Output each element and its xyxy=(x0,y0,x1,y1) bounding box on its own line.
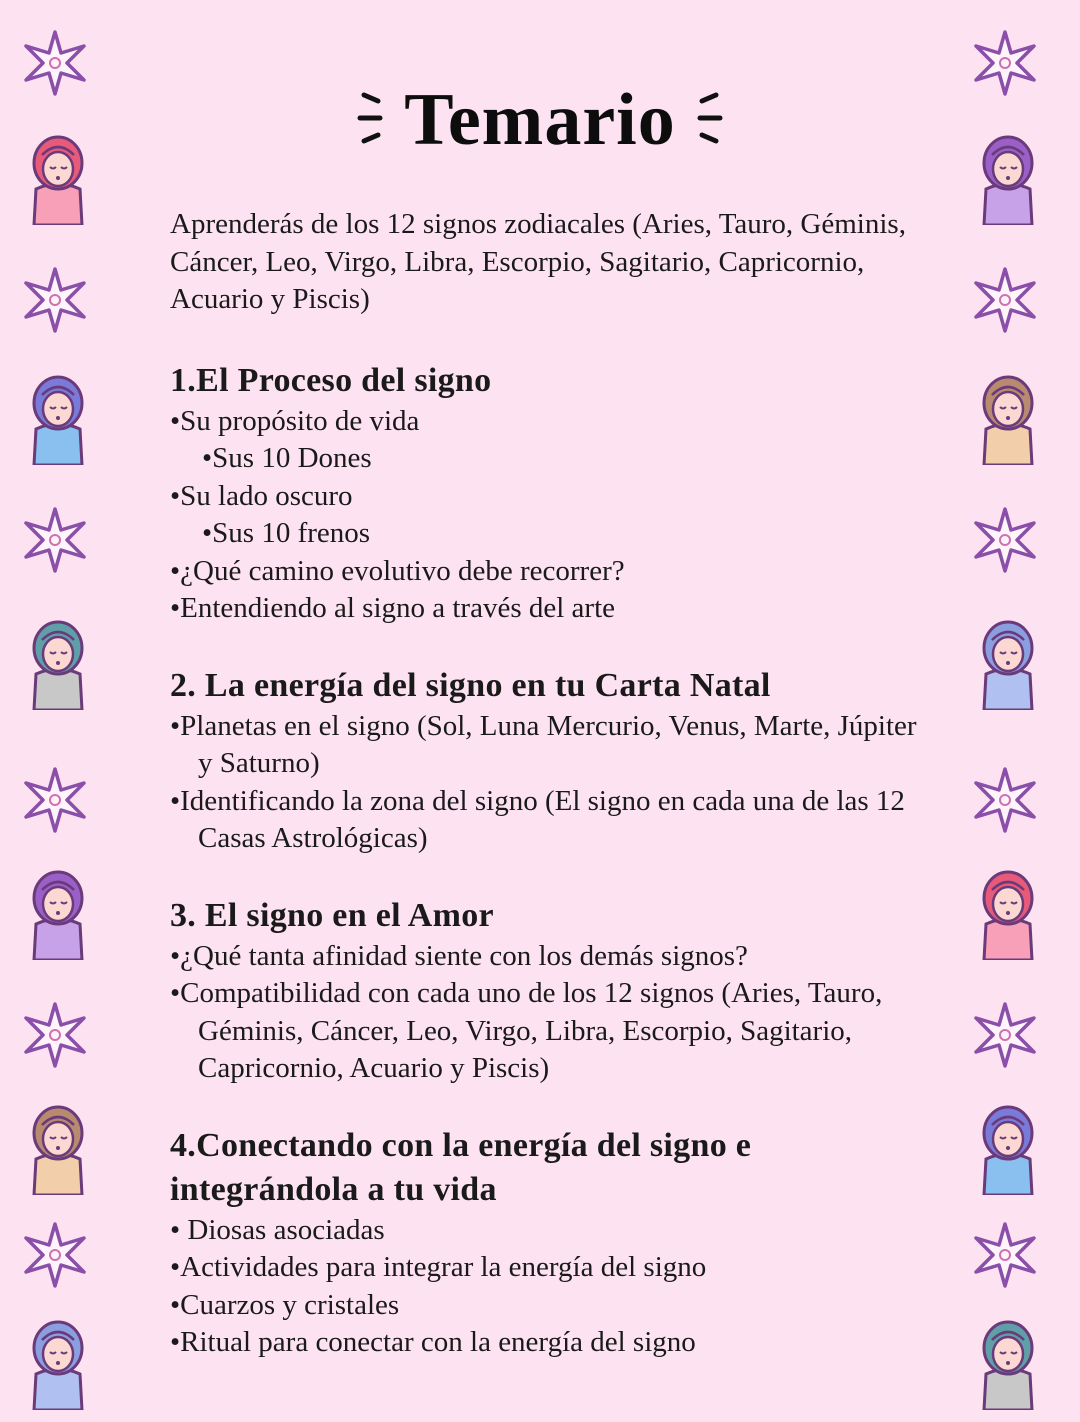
list-item: •Actividades para integrar la energía del signo xyxy=(170,1251,707,1283)
scorpio-girl-icon xyxy=(970,365,1060,465)
aquarius-girl-icon xyxy=(970,1095,1060,1195)
list-item: • Diosas asociadas xyxy=(170,1213,385,1246)
list-item: •Entendiendo al signo a través del arte xyxy=(170,592,615,624)
list-item: •Compatibilidad con cada uno de los 12 signos (Aries, Tauro, Géminis, Cáncer, Leo, Virgo, Libra, Escorpio, Sagitario, Capricornio, Acuario y Piscis) xyxy=(170,977,883,1084)
list-item: •Ritual para conectar con la energía del signo xyxy=(170,1326,696,1358)
star-aquarius-icon xyxy=(970,1000,1060,1070)
section-2 xyxy=(170,664,930,858)
list-item: •Su propósito de vida xyxy=(170,404,420,437)
list-item: •Cuarzos y cristales xyxy=(170,1288,400,1321)
section-heading: 2. La energía del signo en tu Carta Natal xyxy=(170,666,771,704)
list-item: •Su lado oscuro xyxy=(170,479,353,512)
star-capricorn-icon xyxy=(970,765,1060,835)
star-cancer-icon xyxy=(20,765,110,835)
list-item: •Planetas en el signo (Sol, Luna Mercurio, Venus, Marte, Júpiter y Saturno) xyxy=(170,709,917,779)
star-pisces-icon xyxy=(970,1220,1060,1290)
virgo-girl-icon xyxy=(20,1310,110,1410)
sagittarius-girl-icon xyxy=(970,610,1060,710)
page-title: Temario xyxy=(404,79,676,161)
syllabus-content xyxy=(170,206,930,1398)
section-heading: 4.Conectando con la energía del signo e integrándola a tu vida xyxy=(170,1126,752,1208)
title-block xyxy=(0,78,1080,163)
capricorn-girl-icon xyxy=(970,860,1060,960)
star-virgo-icon xyxy=(20,1220,110,1290)
star-scorpio-icon xyxy=(970,265,1060,335)
list-item: •¿Qué tanta afinidad siente con los demás signos? xyxy=(170,939,748,972)
star-leo-icon xyxy=(20,1000,110,1070)
pisces-girl-icon xyxy=(970,1310,1060,1410)
section-4 xyxy=(170,1124,930,1362)
leo-girl-icon xyxy=(20,1095,110,1195)
star-sagittarius-icon xyxy=(970,505,1060,575)
cancer-girl-icon xyxy=(20,860,110,960)
star-taurus-icon xyxy=(20,265,110,335)
section-heading: 1.El Proceso del signo xyxy=(170,361,492,399)
right-decoration-column xyxy=(950,0,1080,1422)
list-item: •Sus 10 frenos xyxy=(202,517,371,549)
list-item: •Identificando la zona del signo (El signo en cada una de las 12 Casas Astrológicas) xyxy=(170,784,905,854)
intro-paragraph: Aprenderás de los 12 signos zodiacales (Aries, Tauro, Géminis, Cáncer, Leo, Virgo, Libra, Escorpio, Sagitario, Capricornio, Acuario y Piscis) xyxy=(170,208,906,315)
gemini-girls-icon xyxy=(20,610,110,710)
section-heading: 3. El signo en el Amor xyxy=(170,896,494,934)
left-decoration-column xyxy=(0,0,130,1422)
flourish-right-icon xyxy=(694,87,724,154)
section-3 xyxy=(170,894,930,1088)
list-item: •Sus 10 Dones xyxy=(202,442,372,474)
list-item: •¿Qué camino evolutivo debe recorrer? xyxy=(170,554,625,587)
flourish-left-icon xyxy=(356,87,386,154)
section-1 xyxy=(170,359,930,628)
taurus-girl-icon xyxy=(20,365,110,465)
star-gemini-icon xyxy=(20,505,110,575)
